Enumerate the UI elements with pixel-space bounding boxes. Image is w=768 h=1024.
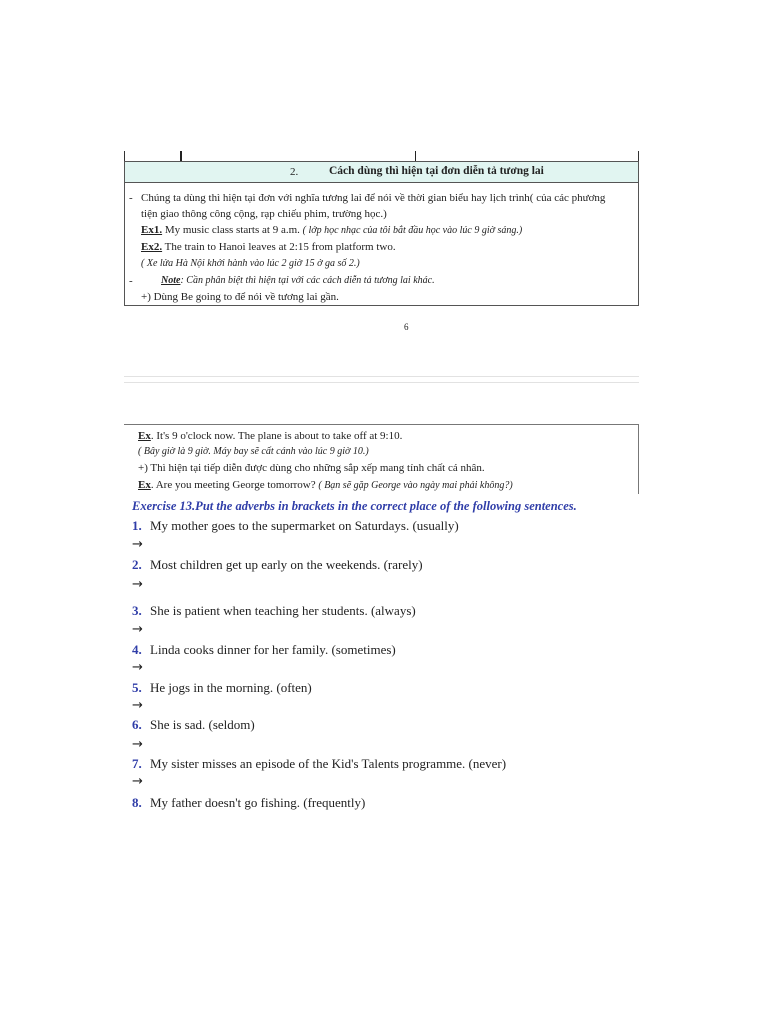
example-plane — [138, 429, 402, 443]
answer-arrow-icon: → — [132, 537, 143, 552]
example-label: Ex — [138, 479, 151, 491]
bullet-dash: - — [129, 192, 133, 204]
answer-arrow-icon: → — [132, 737, 143, 752]
question-number: 2. — [132, 557, 142, 572]
question-number: 8. — [132, 795, 142, 810]
question-number: 3. — [132, 603, 142, 618]
answer-arrow-icon: → — [132, 698, 143, 713]
example-2-text: The train to Hanoi leaves at 2:15 from platform two. — [162, 241, 396, 253]
table-top-rule — [124, 151, 639, 161]
continuation-box — [124, 424, 639, 494]
section-number: 2. — [290, 166, 299, 178]
note-dash: - — [129, 275, 133, 287]
answer-arrow-icon: → — [132, 774, 143, 789]
page-number: 6 — [404, 322, 409, 332]
question-text: My sister misses an episode of the Kid's Talents programme. (never) — [150, 756, 507, 771]
note — [161, 274, 435, 288]
exercise-title: Exercise 13.Put the adverbs in brackets in the correct place of the following sentences. — [132, 499, 577, 513]
be-going-to-rule: +) Dùng Be going to để nói về tương lai gần. — [141, 291, 339, 303]
question-number: 7. — [132, 756, 142, 771]
example-plane-translation: ( Bây giờ là 9 giờ. Máy bay sẽ cất cánh vào lúc 9 giờ 10.) — [138, 446, 369, 457]
example-text: . Are you meeting George tomorrow? — [150, 479, 319, 491]
question-text: My mother goes to the supermarket on Saturdays. (usually) — [150, 518, 459, 533]
example-label: Ex — [138, 430, 151, 442]
table-column-tick — [415, 151, 416, 161]
table-header — [125, 161, 638, 183]
example-1-label: Ex1. — [141, 224, 163, 236]
example-1-translation: ( lớp học nhạc của tôi bắt đầu học vào lúc 9 giờ sáng.) — [302, 225, 523, 236]
page-separator — [124, 376, 639, 377]
example-text: . It's 9 o'clock now. The plane is about to take off at 9:10. — [150, 430, 403, 442]
example-1 — [141, 223, 522, 238]
example-george-translation: ( Bạn sẽ gặp George vào ngày mai phải không?) — [318, 480, 513, 491]
question-text: Most children get up early on the weekends. (rarely) — [150, 557, 423, 572]
question-text: She is sad. (seldom) — [150, 717, 255, 732]
answer-arrow-icon: → — [132, 660, 143, 675]
question-text: My father doesn't go fishing. (frequently) — [150, 795, 366, 810]
page-separator — [124, 382, 639, 383]
grammar-table — [124, 161, 639, 306]
rule-line-1: Chúng ta dùng thì hiện tại đơn với nghĩa tương lai để nói về thời gian biểu hay lịch trình( của các phương — [141, 192, 606, 204]
progressive-rule: +) Thì hiện tại tiếp diễn được dùng cho những sắp xếp mang tính chất cá nhân. — [138, 462, 485, 474]
example-2 — [141, 240, 396, 254]
table-column-tick — [180, 151, 182, 161]
question-number: 4. — [132, 642, 142, 657]
example-2-translation: ( Xe lửa Hà Nội khởi hành vào lúc 2 giờ 15 ở ga số 2.) — [141, 258, 360, 269]
example-george — [138, 478, 513, 493]
answer-arrow-icon: → — [132, 577, 143, 592]
question-number: 5. — [132, 680, 142, 695]
question-text: She is patient when teaching her students. (always) — [150, 603, 416, 618]
question-number: 1. — [132, 518, 142, 533]
section-title: Cách dùng thì hiện tại đơn diễn tả tương lai — [329, 165, 544, 177]
note-label: Note — [161, 275, 181, 286]
question-text: Linda cooks dinner for her family. (sometimes) — [150, 642, 396, 657]
question-number: 6. — [132, 717, 142, 732]
answer-arrow-icon: → — [132, 622, 143, 637]
rule-line-2: tiện giao thông công cộng, rạp chiếu phim, trường học.) — [141, 208, 387, 220]
example-1-text: My music class starts at 9 a.m. — [162, 224, 303, 236]
example-2-label: Ex2. — [141, 241, 163, 253]
question-text: He jogs in the morning. (often) — [150, 680, 312, 695]
note-text: : Cần phân biệt thì hiện tại với các cách diễn tả tương lai khác. — [180, 275, 435, 286]
